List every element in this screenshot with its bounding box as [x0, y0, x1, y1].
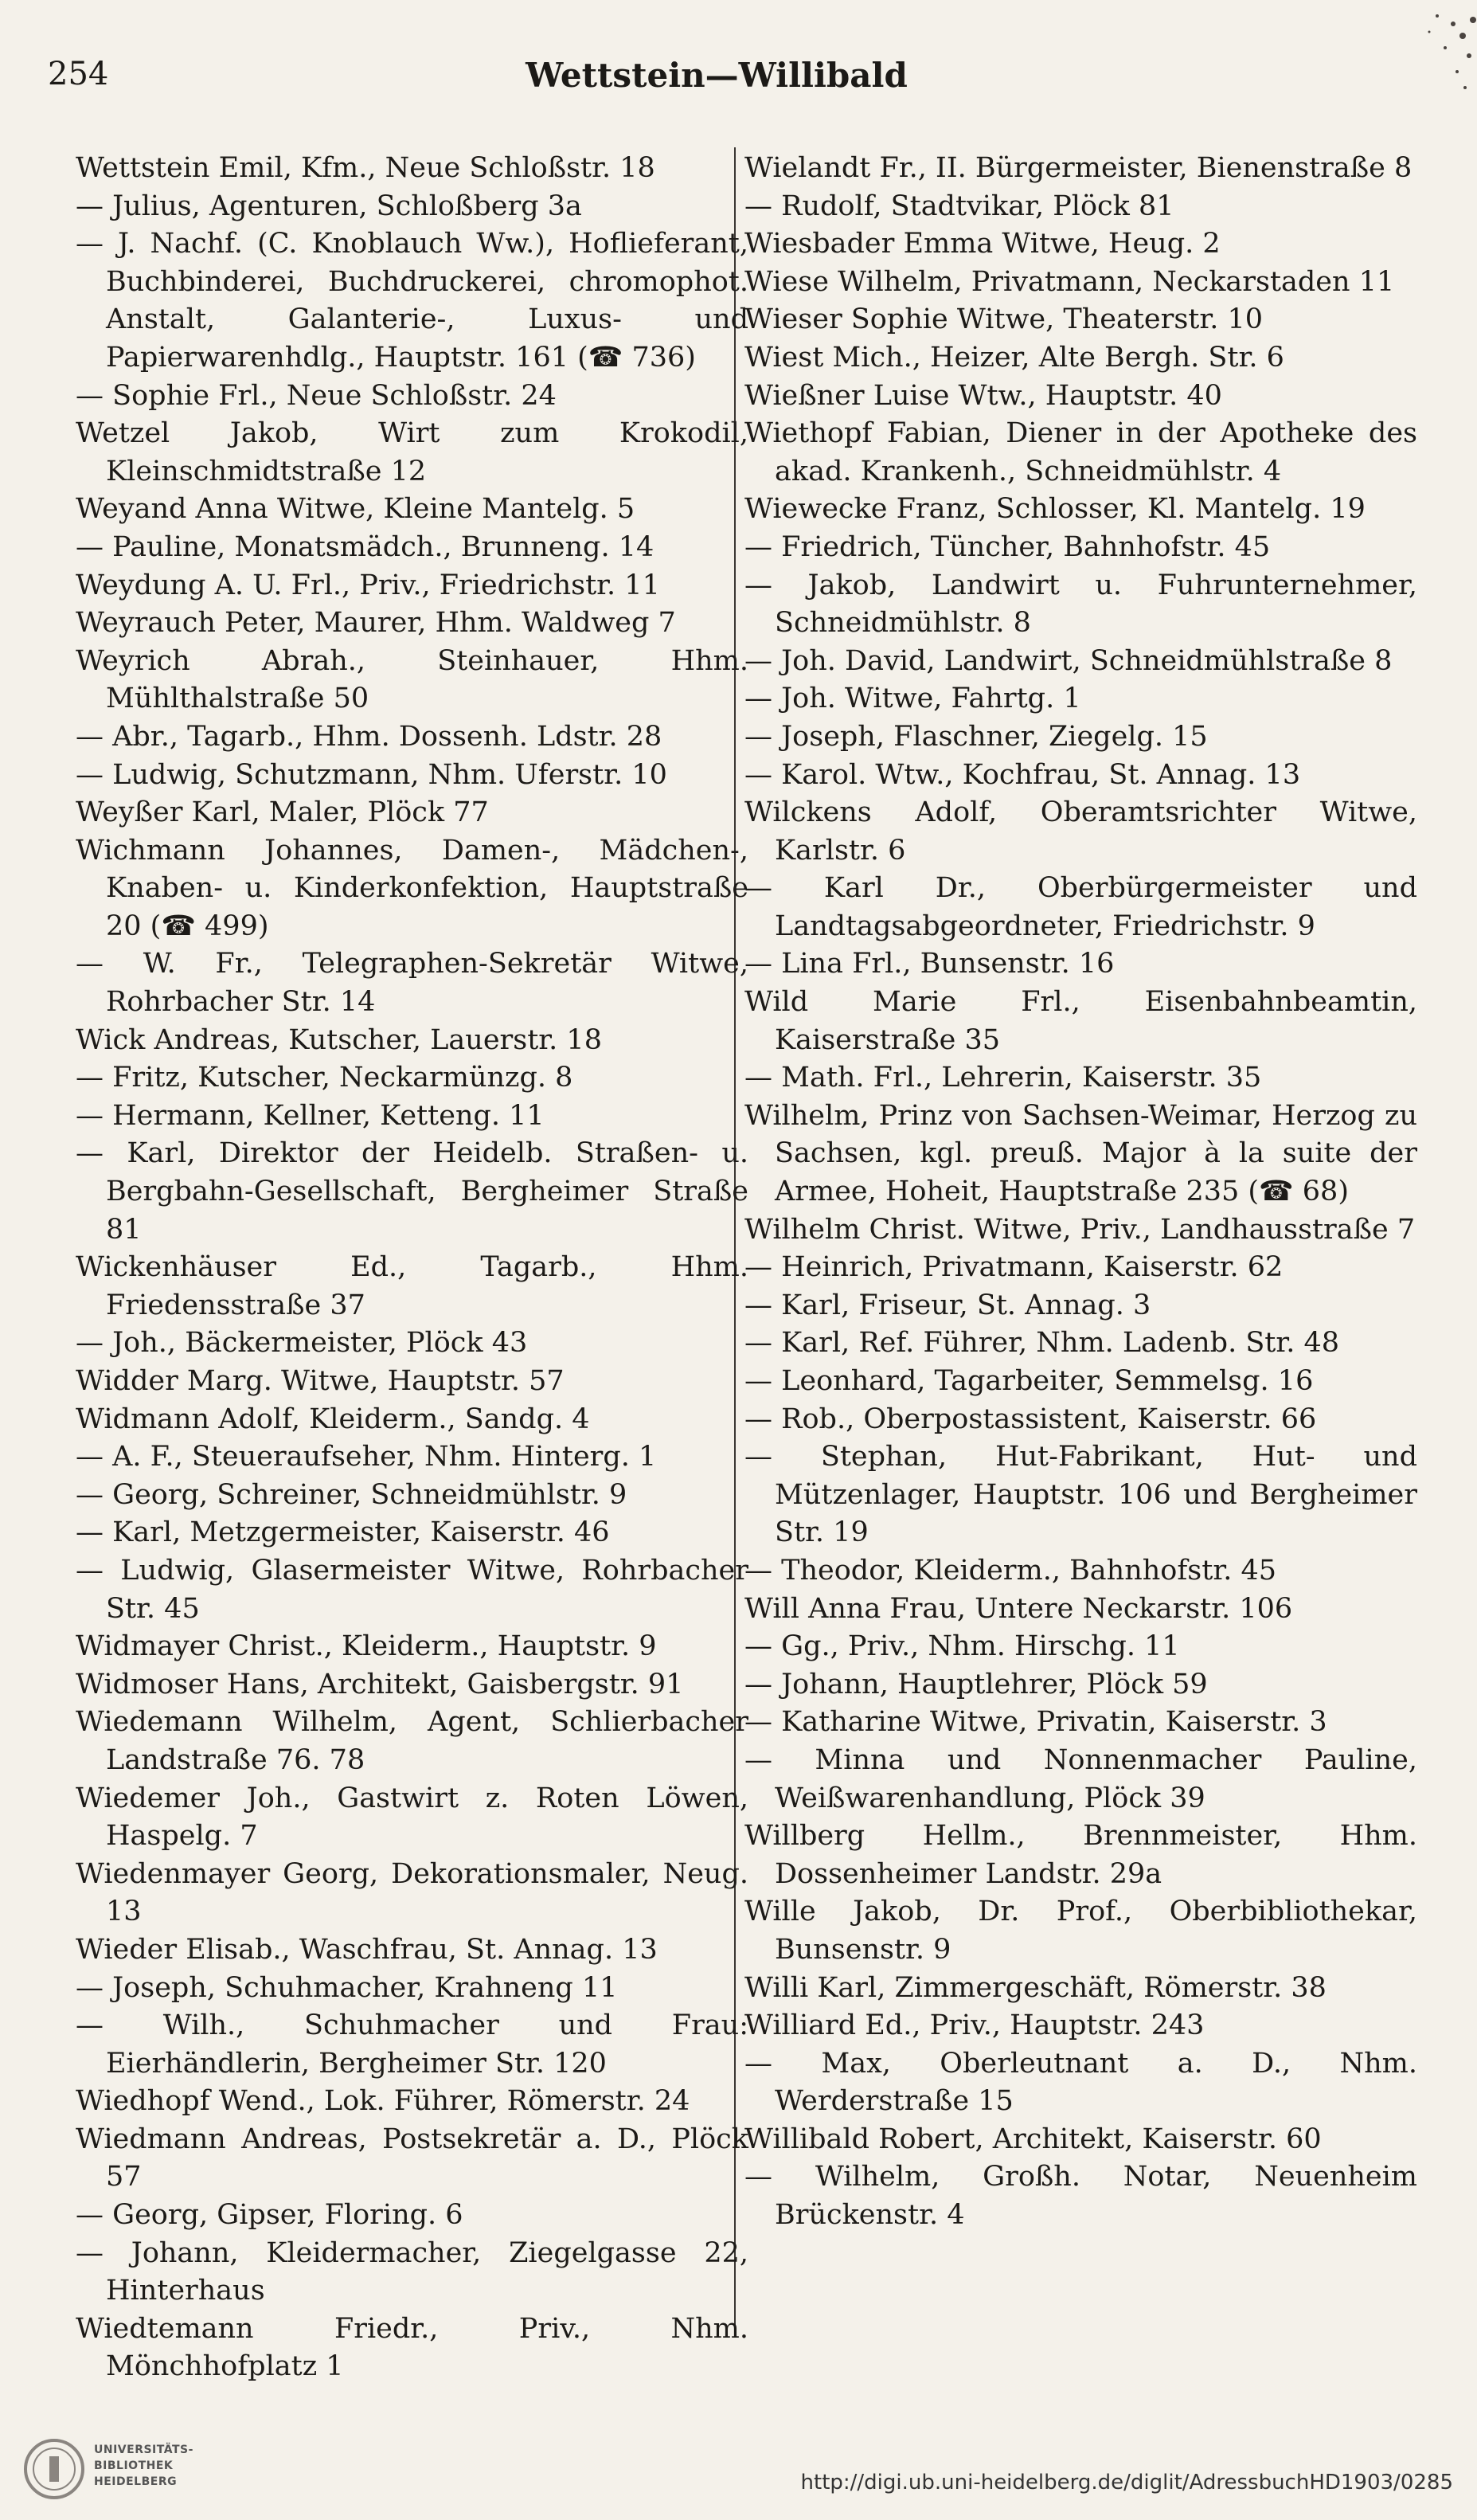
- directory-entry: Wiethopf Fabian, Diener in der Apotheke des akad. Krankenh., Schneidmühlstr. 4: [744, 417, 1417, 487]
- directory-entry: Wieder Elisab., Waschfrau, St. Annag. 13: [76, 1933, 658, 1966]
- directory-entry: — J. Nachf. (C. Knoblauch Ww.), Hoflieferant, Buchbinderei, Buchdruckerei, chromophot. Anstalt, Galanterie-, Luxus- und Papierwarenhdlg., Hauptstr. 161 (☎ 736): [76, 228, 748, 374]
- directory-entry: — Sophie Frl., Neue Schloßstr. 24: [76, 379, 557, 412]
- directory-entry: — Minna und Nonnenmacher Pauline, Weißwarenhandlung, Plöck 39: [744, 1743, 1417, 1814]
- directory-entry: Weyrauch Peter, Maurer, Hhm. Waldweg 7: [76, 607, 676, 640]
- directory-entry: Wiedemer Joh., Gastwirt z. Roten Löwen, Haspelg. 7: [76, 1782, 748, 1853]
- directory-entry: — Johann, Kleidermacher, Ziegelgasse 22, Hinterhaus: [76, 2236, 748, 2307]
- directory-entry: Wiewecke Franz, Schlosser, Kl. Mantelg. 19: [744, 493, 1366, 526]
- footer: [0, 2429, 1477, 2520]
- directory-entry: Wille Jakob, Dr. Prof., Oberbibliothekar, Bunsenstr. 9: [744, 1896, 1417, 1966]
- directory-entry: — Joh. Witwe, Fahrtg. 1: [744, 683, 1081, 715]
- directory-entry: Wieser Sophie Witwe, Theaterstr. 10: [744, 303, 1264, 336]
- directory-entry: Wiesbader Emma Witwe, Heug. 2: [744, 228, 1221, 260]
- directory-entry: Wielandt Fr., II. Bürgermeister, Bienenstraße 8: [744, 152, 1413, 184]
- left-column: [76, 150, 748, 2386]
- directory-entry: Wiedhopf Wend., Lok. Führer, Römerstr. 24: [76, 2085, 690, 2118]
- directory-entry: Wilckens Adolf, Oberamtsrichter Witwe, Karlstr. 6: [744, 796, 1417, 867]
- directory-entry: — Rob., Oberpostassistent, Kaiserstr. 66: [744, 1403, 1317, 1435]
- directory-entry: — Jakob, Landwirt u. Fuhrunternehmer, Schneidmühlstr. 8: [744, 569, 1417, 640]
- page-number: 254: [48, 56, 109, 92]
- directory-entry: Wick Andreas, Kutscher, Lauerstr. 18: [76, 1023, 602, 1056]
- directory-entry: Wilhelm Christ. Witwe, Priv., Landhausstraße 7: [744, 1213, 1416, 1246]
- directory-entry: Widder Marg. Witwe, Hauptstr. 57: [76, 1365, 565, 1397]
- directory-entry: — Leonhard, Tagarbeiter, Semmelsg. 16: [744, 1365, 1314, 1397]
- directory-entry: — Karl, Friseur, St. Annag. 3: [744, 1289, 1151, 1321]
- directory-entry: Williard Ed., Priv., Hauptstr. 243: [744, 2009, 1205, 2042]
- directory-entry: Wießner Luise Wtw., Hauptstr. 40: [744, 379, 1222, 412]
- directory-entry: — Georg, Gipser, Floring. 6: [76, 2199, 463, 2232]
- directory-entry: Weyand Anna Witwe, Kleine Mantelg. 5: [76, 493, 635, 526]
- directory-entry: Widmoser Hans, Architekt, Gaisbergstr. 91: [76, 1668, 684, 1700]
- directory-entry: — Karl, Metzgermeister, Kaiserstr. 46: [76, 1516, 610, 1549]
- directory-entry: — Hermann, Kellner, Ketteng. 11: [76, 1099, 545, 1132]
- directory-entry: — Joh. David, Landwirt, Schneidmühlstraße 8: [744, 644, 1393, 677]
- directory-entry: Widmayer Christ., Kleiderm., Hauptstr. 9: [76, 1630, 657, 1663]
- directory-entry: Will Anna Frau, Untere Neckarstr. 106: [744, 1592, 1293, 1625]
- directory-entry: — Rudolf, Stadtvikar, Plöck 81: [744, 190, 1174, 222]
- directory-entry: — Karl Dr., Oberbürgermeister und Landtagsabgeordneter, Friedrichstr. 9: [744, 872, 1417, 942]
- directory-entry: Willberg Hellm., Brennmeister, Hhm. Dossenheimer Landstr. 29a: [744, 1820, 1417, 1890]
- directory-entry: Willi Karl, Zimmergeschäft, Römerstr. 38: [744, 1971, 1327, 2004]
- directory-entry: Wiese Wilhelm, Privatmann, Neckarstaden 11: [744, 265, 1395, 298]
- directory-entry: — Karol. Wtw., Kochfrau, St. Annag. 13: [744, 758, 1301, 791]
- directory-entry: Weydung A. U. Frl., Priv., Friedrichstr. 11: [76, 569, 660, 601]
- directory-entry: — Georg, Schreiner, Schneidmühlstr. 9: [76, 1478, 627, 1511]
- directory-entry: — Pauline, Monatsmädch., Brunneng. 14: [76, 530, 654, 563]
- directory-entry: Wichmann Johannes, Damen-, Mädchen-, Knaben- u. Kinderkonfektion, Hauptstraße 20 (☎ 499): [76, 834, 748, 942]
- library-line: BIBLIOTHEK: [94, 2459, 174, 2472]
- directory-entry: — Theodor, Kleiderm., Bahnhofstr. 45: [744, 1554, 1277, 1587]
- directory-entry: — Katharine Witwe, Privatin, Kaiserstr. 3: [744, 1706, 1327, 1739]
- directory-entry: Wickenhäuser Ed., Tagarb., Hhm. Friedensstraße 37: [76, 1251, 748, 1321]
- directory-entry: — Friedrich, Tüncher, Bahnhofstr. 45: [744, 530, 1271, 563]
- directory-entry: — Ludwig, Schutzmann, Nhm. Uferstr. 10: [76, 758, 667, 791]
- directory-entry: Wettstein Emil, Kfm., Neue Schloßstr. 18: [76, 152, 655, 184]
- directory-entry: Widmann Adolf, Kleiderm., Sandg. 4: [76, 1403, 590, 1435]
- directory-entry: — Julius, Agenturen, Schloßberg 3a: [76, 190, 582, 222]
- page-header: [48, 49, 1385, 105]
- directory-entry: Wilhelm, Prinz von Sachsen-Weimar, Herzog zu Sachsen, kgl. preuß. Major à la suite der Armee, Hoheit, Hauptstraße 235 (☎ 68): [744, 1099, 1417, 1208]
- directory-entry: — Wilhelm, Großh. Notar, Neuenheim Brückenstr. 4: [744, 2161, 1417, 2232]
- directory-entry: Wild Marie Frl., Eisenbahnbeamtin, Kaiserstraße 35: [744, 986, 1417, 1056]
- directory-entry: — Abr., Tagarb., Hhm. Dossenh. Ldstr. 28: [76, 720, 662, 753]
- directory-entry: — Lina Frl., Bunsenstr. 16: [744, 948, 1115, 980]
- university-seal-icon: [22, 2437, 86, 2501]
- directory-entry: — Math. Frl., Lehrerin, Kaiserstr. 35: [744, 1062, 1262, 1094]
- directory-entry: Weyßer Karl, Maler, Plöck 77: [76, 796, 489, 829]
- directory-entry: — Stephan, Hut-Fabrikant, Hut- und Mützenlager, Hauptstr. 106 und Bergheimer Str. 19: [744, 1441, 1417, 1549]
- directory-entry: — Joseph, Schuhmacher, Krahneng 11: [76, 1971, 618, 2004]
- directory-entry: Willibald Robert, Architekt, Kaiserstr. 60: [744, 2123, 1322, 2155]
- directory-entry: — Fritz, Kutscher, Neckarmünzg. 8: [76, 1062, 573, 1094]
- directory-entry: — Karl, Direktor der Heidelb. Straßen- u. Bergbahn-Gesellschaft, Bergheimer Straße 81: [76, 1137, 748, 1246]
- directory-entry: — Ludwig, Glasermeister Witwe, Rohrbacher Str. 45: [76, 1554, 748, 1625]
- directory-entry: — Heinrich, Privatmann, Kaiserstr. 62: [744, 1251, 1284, 1284]
- directory-entry: Wiest Mich., Heizer, Alte Bergh. Str. 6: [744, 341, 1284, 374]
- directory-entry: — Karl, Ref. Führer, Nhm. Ladenb. Str. 48: [744, 1327, 1340, 1360]
- directory-entry: — A. F., Steueraufseher, Nhm. Hinterg. 1: [76, 1441, 657, 1473]
- library-line: UNIVERSITÄTS-: [94, 2444, 193, 2456]
- directory-entry: — Joseph, Flaschner, Ziegelg. 15: [744, 720, 1208, 753]
- directory-entry: — Max, Oberleutnant a. D., Nhm. Werderstraße 15: [744, 2047, 1417, 2118]
- running-head: Wettstein—Willibald: [526, 56, 908, 95]
- library-line: HEIDELBERG: [94, 2475, 178, 2488]
- directory-entry: Wiedenmayer Georg, Dekorationsmaler, Neug. 13: [76, 1857, 748, 1928]
- directory-entry: Wiedemann Wilhelm, Agent, Schlierbacher Landstraße 76. 78: [76, 1706, 748, 1776]
- directory-entry: — Joh., Bäckermeister, Plöck 43: [76, 1327, 528, 1360]
- directory-entry: — Johann, Hauptlehrer, Plöck 59: [744, 1668, 1208, 1700]
- directory-entry: — Wilh., Schuhmacher und Frau: Eierhändlerin, Bergheimer Str. 120: [76, 2009, 748, 2080]
- directory-entry: — Gg., Priv., Nhm. Hirschg. 11: [744, 1630, 1180, 1663]
- right-column: [744, 150, 1417, 2235]
- directory-entry: — W. Fr., Telegraphen-Sekretär Witwe, Rohrbacher Str. 14: [76, 948, 748, 1019]
- directory-entry: Weyrich Abrah., Steinhauer, Hhm. Mühlthalstraße 50: [76, 644, 748, 715]
- library-name: [94, 2442, 193, 2490]
- directory-entry: Wetzel Jakob, Wirt zum Krokodil, Kleinschmidtstraße 12: [76, 417, 748, 487]
- source-url[interactable]: http://digi.ub.uni-heidelberg.de/diglit/AdressbuchHD1903/0285: [800, 2471, 1453, 2495]
- directory-entry: Wiedtemann Friedr., Priv., Nhm. Mönchhofplatz 1: [76, 2312, 748, 2383]
- library-logo: [22, 2437, 197, 2509]
- directory-entry: Wiedmann Andreas, Postsekretär a. D., Plöck 57: [76, 2123, 748, 2193]
